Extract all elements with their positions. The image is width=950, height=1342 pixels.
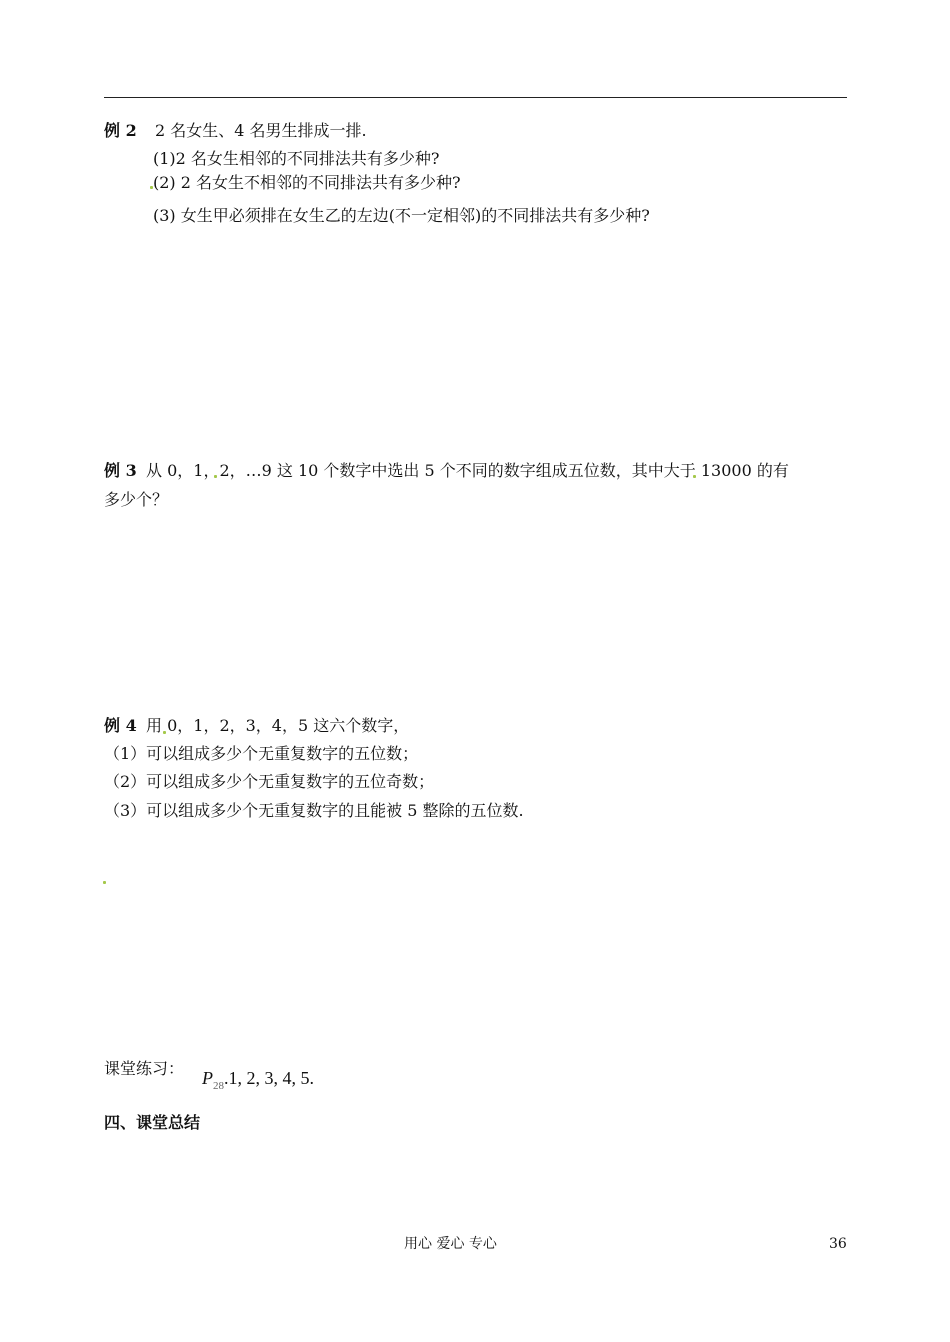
practice-label: 课堂练习： <box>104 1059 185 1078</box>
footer-motto: 用心 爱心 专心 <box>404 1236 497 1252</box>
example4-intro: 用 0，1，2，3，4，5 这六个数字， <box>146 716 410 735</box>
example4-label: 例 4 <box>104 716 137 735</box>
example4-question-3: （3）可以组成多少个无重复数字的且能被 5 整除的五位数. <box>104 801 524 820</box>
example3-label: 例 3 <box>104 461 137 480</box>
practice-formula <box>202 1066 314 1093</box>
example2-label: 例 2 <box>104 121 137 140</box>
page-number: 36 <box>829 1236 847 1252</box>
example2-question-2: (2) 2 名女生不相邻的不同排法共有多少种? <box>153 173 461 192</box>
example3-text-line2: 多少个？ <box>104 490 169 509</box>
example2-question-1: (1)2 名女生相邻的不同排法共有多少种? <box>153 149 440 168</box>
formula-items: .1, 2, 3, 4, 5. <box>224 1068 314 1088</box>
example2-intro: 2 名女生、4 名男生排成一排. <box>155 121 367 140</box>
example4-question-2: （2）可以组成多少个无重复数字的五位奇数； <box>104 772 435 791</box>
example4-question-1: （1）可以组成多少个无重复数字的五位数； <box>104 744 419 763</box>
formula-variable: P <box>202 1068 213 1088</box>
summary-heading: 四、课堂总结 <box>104 1113 201 1132</box>
example2-question-3: (3) 女生甲必须排在女生乙的左边(不一定相邻)的不同排法共有多少种? <box>153 206 650 225</box>
formula-subscript: 28 <box>213 1080 224 1092</box>
marker-dot <box>103 881 106 884</box>
example3-text-line1: 从 0，1，2，…9 这 10 个数字中选出 5 个不同的数字组成五位数，其中大于 13000 的有 <box>146 461 789 480</box>
header-rule <box>104 97 847 98</box>
